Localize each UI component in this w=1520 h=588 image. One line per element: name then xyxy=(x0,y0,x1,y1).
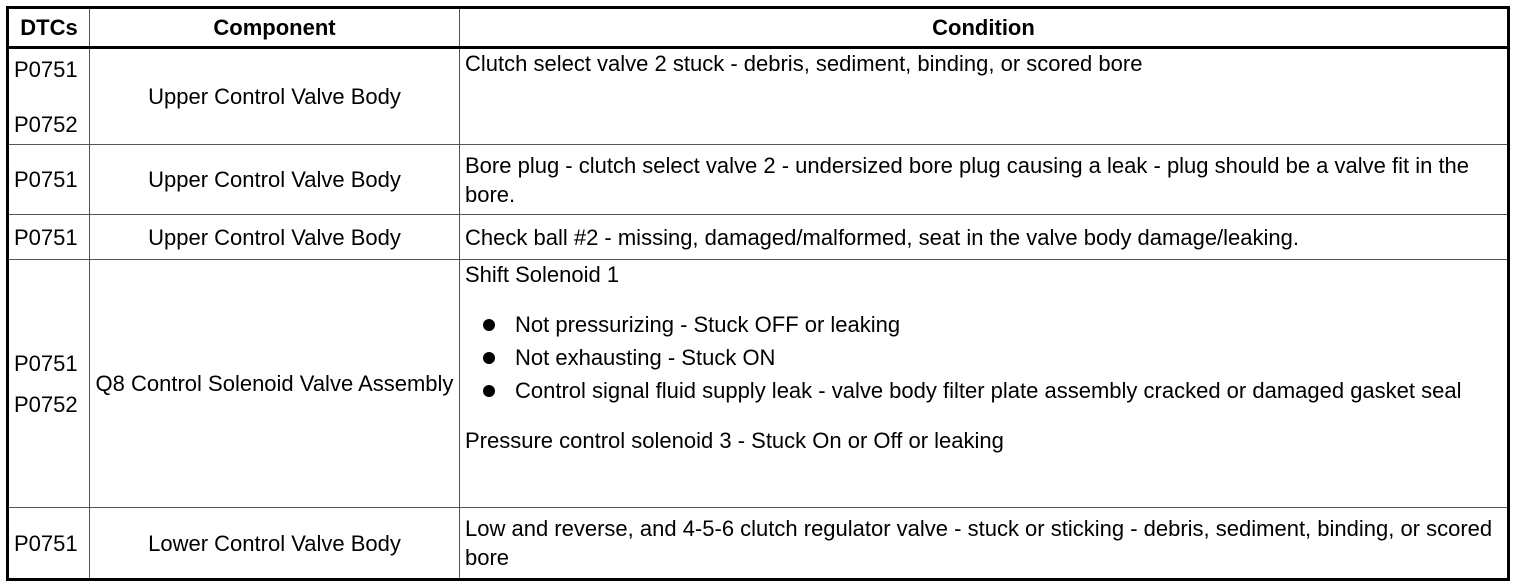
header-dtcs: DTCs xyxy=(8,8,90,48)
condition-cell: Bore plug - clutch select valve 2 - undersized bore plug causing a leak - plug should be a valve fit in the bore. xyxy=(460,145,1509,215)
bullet-icon xyxy=(483,319,495,331)
table-row xyxy=(8,215,1509,260)
dtc-cell xyxy=(8,508,90,580)
dtc-code: P0752 xyxy=(14,391,78,417)
dtc-cell xyxy=(8,260,90,508)
table-row xyxy=(8,508,1509,580)
condition-cell xyxy=(460,260,1509,508)
list-item-text: Control signal fluid supply leak - valve body filter plate assembly cracked or damaged gasket seal xyxy=(515,378,1462,403)
list-item-text: Not exhausting - Stuck ON xyxy=(515,345,776,370)
table-row xyxy=(8,48,1509,145)
list-item xyxy=(465,343,1502,372)
table-row xyxy=(8,145,1509,215)
dtc-code: P0751 xyxy=(14,56,78,82)
bullet-icon xyxy=(483,385,495,397)
list-item xyxy=(465,310,1502,339)
component-cell: Q8 Control Solenoid Valve Assembly xyxy=(90,260,460,508)
dtc-code: P0751 xyxy=(14,350,78,376)
header-condition: Condition xyxy=(460,8,1509,48)
dtc-cell xyxy=(8,145,90,215)
condition-cell: Clutch select valve 2 stuck - debris, sediment, binding, or scored bore xyxy=(460,48,1509,145)
dtc-condition-table xyxy=(6,6,1510,581)
dtc-code: P0751 xyxy=(14,167,78,192)
dtc-cell xyxy=(8,215,90,260)
condition-cell: Check ball #2 - missing, damaged/malformed, seat in the valve body damage/leaking. xyxy=(460,215,1509,260)
list-item xyxy=(465,376,1502,405)
component-cell: Upper Control Valve Body xyxy=(90,145,460,215)
header-row xyxy=(8,8,1509,48)
component-cell: Lower Control Valve Body xyxy=(90,508,460,580)
condition-heading: Shift Solenoid 1 xyxy=(465,262,620,287)
dtc-code: P0752 xyxy=(14,111,78,137)
dtc-code: P0751 xyxy=(14,530,78,556)
component-cell: Upper Control Valve Body xyxy=(90,48,460,145)
condition-footer: Pressure control solenoid 3 - Stuck On or Off or leaking xyxy=(465,428,1004,453)
bullet-icon xyxy=(483,352,495,364)
dtc-code: P0751 xyxy=(14,224,78,250)
condition-list xyxy=(465,310,1502,405)
condition-cell: Low and reverse, and 4-5-6 clutch regulator valve - stuck or sticking - debris, sediment, binding, or scored bore xyxy=(460,508,1509,580)
component-cell: Upper Control Valve Body xyxy=(90,215,460,260)
header-component: Component xyxy=(90,8,460,48)
list-item-text: Not pressurizing - Stuck OFF or leaking xyxy=(515,312,901,337)
dtc-cell xyxy=(8,48,90,145)
table-row xyxy=(8,260,1509,508)
